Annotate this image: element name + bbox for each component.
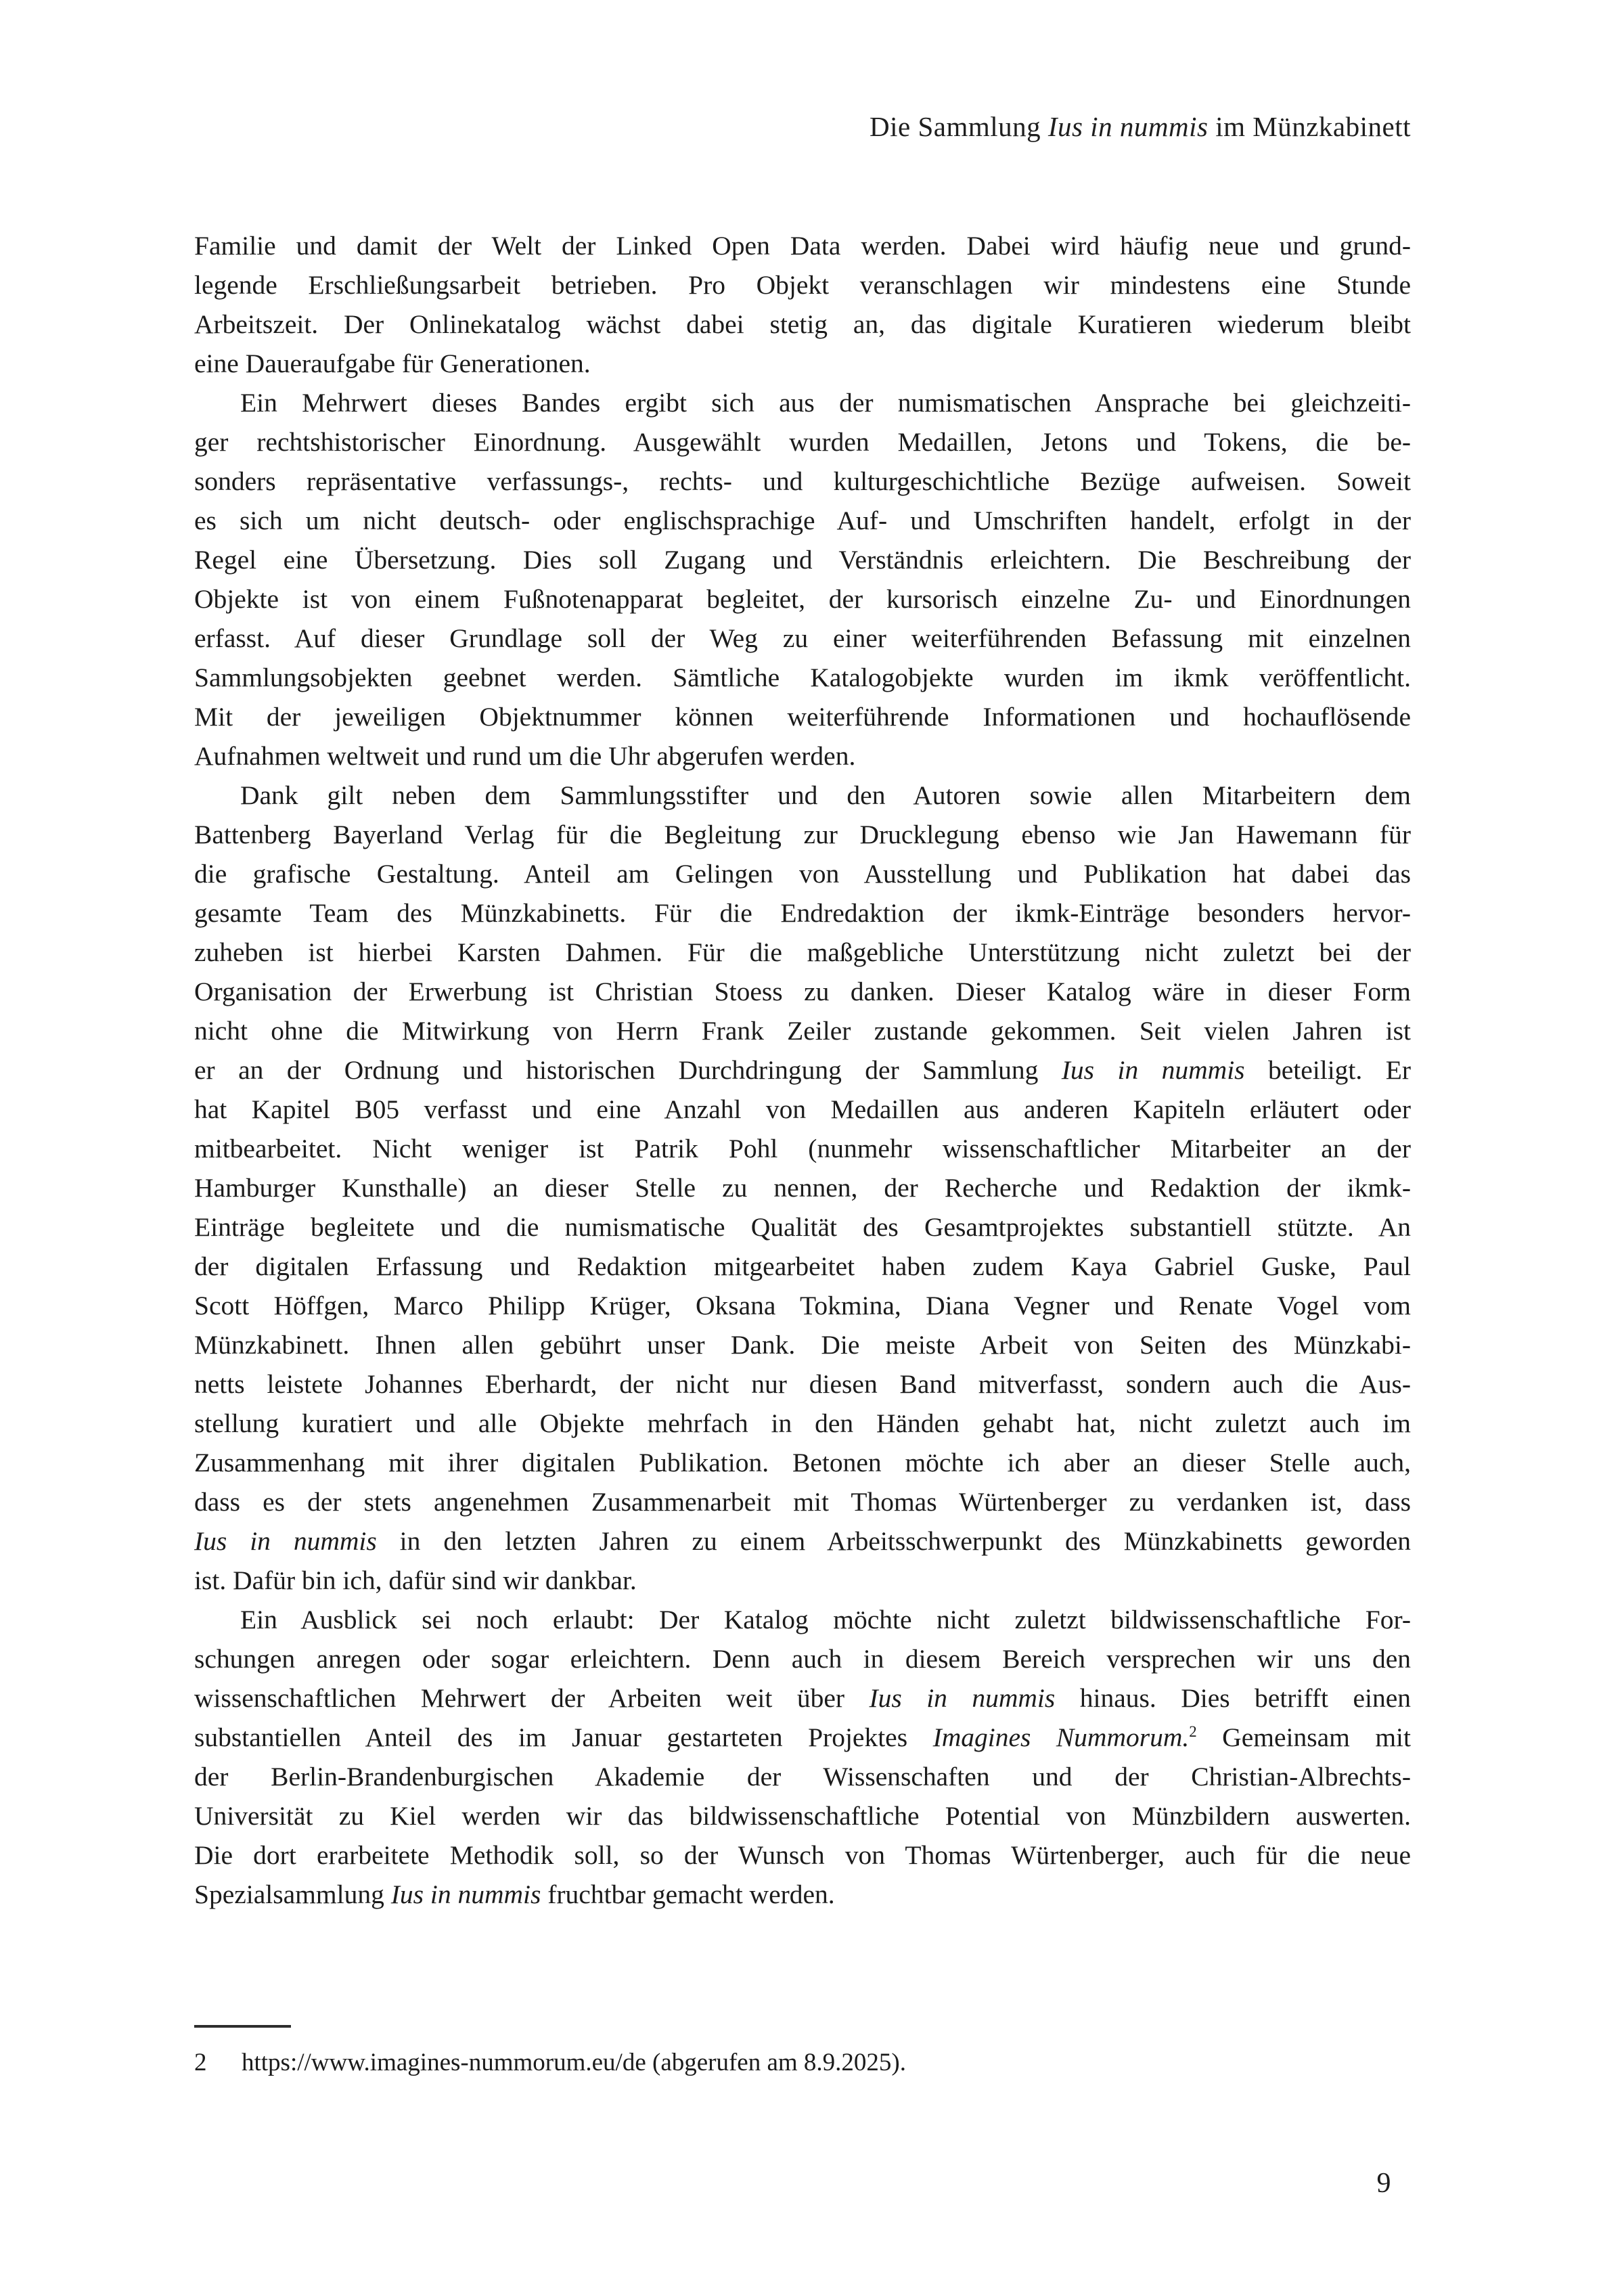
text-run: hat Kapitel B05 verfasst und eine Anzahl von Medaillen aus anderen Kapiteln erläutert oder xyxy=(194,1094,1411,1124)
body-line xyxy=(194,1050,1411,1090)
text-run: ger rechtshistorischer Einordnung. Ausgewählt wurden Medaillen, Jetons und Tokens, die be- xyxy=(194,427,1411,457)
text-run: wissenschaftlichen Mehrwert der Arbeiten weit über xyxy=(194,1683,870,1713)
text-run: zuheben ist hierbei Karsten Dahmen. Für die maßgebliche Unterstützung nicht zuletzt bei der xyxy=(194,937,1411,967)
text-run: Sammlungsobjekten geebnet werden. Sämtliche Katalogobjekte wurden im ikmk veröffentlicht. xyxy=(194,663,1411,692)
text-run: Die dort erarbeitete Methodik soll, so der Wunsch von Thomas Würtenberger, auch für die neue xyxy=(194,1840,1411,1870)
text-run: die grafische Gestaltung. Anteil am Gelingen von Ausstellung und Publikation hat dabei das xyxy=(194,859,1411,889)
body-line xyxy=(194,1600,1411,1639)
text-run: Scott Höffgen, Marco Philipp Krüger, Oksana Tokmina, Diana Vegner und Renate Vogel vom xyxy=(194,1291,1411,1320)
article-body xyxy=(194,226,1411,1914)
body-line xyxy=(194,619,1411,658)
body-line xyxy=(194,854,1411,893)
body-line xyxy=(194,501,1411,540)
body-line xyxy=(194,1090,1411,1129)
body-line xyxy=(194,1443,1411,1482)
text-run: Universität zu Kiel werden wir das bildwissenschaftliche Potential von Münzbildern auswerten. xyxy=(194,1801,1411,1831)
text-run: stellung kuratiert und alle Objekte mehrfach in den Händen gehabt hat, nicht zuletzt auch im xyxy=(194,1408,1411,1438)
text-run: Spezialsammlung xyxy=(194,1879,391,1909)
text-run: Organisation der Erwerbung ist Christian Stoess zu danken. Dieser Katalog wäre in dieser Form xyxy=(194,977,1411,1006)
body-line xyxy=(194,344,1411,383)
text-run: dass es der stets angenehmen Zusammenarbeit mit Thomas Würtenberger zu verdanken ist, dass xyxy=(194,1487,1411,1517)
body-line xyxy=(194,1011,1411,1050)
text-run: Zusammenhang mit ihrer digitalen Publikation. Betonen möchte ich aber an dieser Stelle auch, xyxy=(194,1448,1411,1477)
text-run: schungen anregen oder sogar erleichtern. Denn auch in diesem Bereich versprechen wir uns den xyxy=(194,1644,1411,1674)
body-line xyxy=(194,1875,1411,1914)
text-run: fruchtbar gemacht werden. xyxy=(541,1879,835,1909)
text-run: substantiellen Anteil des im Januar gestarteten Projektes xyxy=(194,1722,933,1752)
body-line xyxy=(194,736,1411,776)
italic-text-run: Ius in nummis xyxy=(869,1683,1056,1713)
body-line xyxy=(194,1207,1411,1247)
text-run: der digitalen Erfassung und Redaktion mitgearbeitet haben zudem Kaya Gabriel Guske, Paul xyxy=(194,1251,1411,1281)
text-run: mitbearbeitet. Nicht weniger ist Patrik Pohl (nunmehr wissenschaftlicher Mitarbeiter an der xyxy=(194,1134,1411,1163)
text-run: Dank gilt neben dem Sammlungsstifter und den Autoren sowie allen Mitarbeitern dem xyxy=(240,780,1411,810)
body-line xyxy=(194,1639,1411,1678)
body-line xyxy=(194,1325,1411,1364)
text-run: legende Erschließungsarbeit betrieben. Pro Objekt veranschlagen wir mindestens eine Stunde xyxy=(194,270,1411,300)
body-line xyxy=(194,1796,1411,1835)
page-number: 9 xyxy=(1376,2168,1391,2199)
italic-text-run: Ius in nummis xyxy=(1061,1055,1245,1085)
text-run: in den letzten Jahren zu einem Arbeitsschwerpunkt des Münzkabinetts geworden xyxy=(376,1526,1411,1556)
body-line xyxy=(194,1757,1411,1796)
text-run: Gemeinsam mit xyxy=(1196,1722,1411,1752)
text-run: Familie und damit der Welt der Linked Open Data werden. Dabei wird häufig neue und grund- xyxy=(194,231,1411,261)
body-line xyxy=(194,972,1411,1011)
text-run: Objekte ist von einem Fußnotenapparat begleitet, der kursorisch einzelne Zu- und Einordnungen xyxy=(194,584,1411,614)
footnote-separator-rule xyxy=(194,2025,291,2028)
footnote-ref: 2 xyxy=(1189,1722,1197,1740)
running-header xyxy=(194,107,1411,146)
body-line xyxy=(194,1247,1411,1286)
footnote xyxy=(194,2045,1411,2080)
text-run: nicht ohne die Mitwirkung von Herrn Frank Zeiler zustande gekommen. Seit vielen Jahren ist xyxy=(194,1016,1411,1046)
text-run: Regel eine Übersetzung. Dies soll Zugang und Verständnis erleichtern. Die Beschreibung der xyxy=(194,545,1411,575)
text-run: Einträge begleitete und die numismatische Qualität des Gesamtprojektes substantiell stützte. An xyxy=(194,1212,1411,1242)
text-run: ist. Dafür bin ich, dafür sind wir dankbar. xyxy=(194,1565,637,1595)
body-line xyxy=(194,1561,1411,1600)
italic-text-run: Ius in nummis xyxy=(390,1879,541,1909)
body-line xyxy=(194,1364,1411,1404)
body-line xyxy=(194,658,1411,697)
text-run: beteiligt. Er xyxy=(1244,1055,1411,1085)
italic-text-run: Ius in nummis xyxy=(194,1526,377,1556)
text-run: Aufnahmen weltweit und rund um die Uhr abgerufen werden. xyxy=(194,741,856,771)
text-run: eine Daueraufgabe für Generationen. xyxy=(194,349,591,378)
body-line xyxy=(194,776,1411,815)
text-run: Ein Ausblick sei noch erlaubt: Der Katalog möchte nicht zuletzt bildwissenschaftliche For- xyxy=(240,1605,1411,1634)
body-line xyxy=(194,815,1411,854)
footnote-text: https://www.imagines-nummorum.eu/de (abgerufen am 8.9.2025). xyxy=(242,2049,906,2076)
body-line xyxy=(194,933,1411,972)
text-run: der Berlin-Brandenburgischen Akademie der Wissenschaften und der Christian-Albrechts- xyxy=(194,1762,1411,1791)
running-header-collection-title: Ius in nummis xyxy=(1047,111,1209,142)
body-line xyxy=(194,1168,1411,1207)
text-run: Arbeitszeit. Der Onlinekatalog wächst dabei stetig an, das digitale Kuratieren wiederum bleibt xyxy=(194,309,1411,339)
body-line xyxy=(194,1129,1411,1168)
body-line xyxy=(194,462,1411,501)
text-run: netts leistete Johannes Eberhardt, der nicht nur diesen Band mitverfasst, sondern auch die Aus- xyxy=(194,1369,1411,1399)
body-line xyxy=(194,1482,1411,1521)
body-line xyxy=(194,1521,1411,1561)
body-line xyxy=(194,305,1411,344)
footnote-number: 2 xyxy=(194,2049,207,2076)
text-run: hinaus. Dies betrifft einen xyxy=(1055,1683,1411,1713)
body-line xyxy=(194,1404,1411,1443)
body-line xyxy=(194,1678,1411,1718)
text-run: er an der Ordnung und historischen Durchdringung der Sammlung xyxy=(194,1055,1062,1085)
body-line xyxy=(194,1718,1411,1757)
text-run: Hamburger Kunsthalle) an dieser Stelle zu nennen, der Recherche und Redaktion der ikmk- xyxy=(194,1173,1411,1203)
body-line xyxy=(194,226,1411,265)
running-header-suffix: im Münzkabinett xyxy=(1208,111,1411,142)
text-run: Mit der jeweiligen Objektnummer können weiterführende Informationen und hochauflösende xyxy=(194,702,1411,732)
body-line xyxy=(194,383,1411,422)
body-line xyxy=(194,422,1411,462)
running-header-prefix: Die Sammlung xyxy=(870,111,1048,142)
body-line xyxy=(194,540,1411,579)
text-run: erfasst. Auf dieser Grundlage soll der Weg zu einer weiterführenden Befassung mit einzelnen xyxy=(194,623,1411,653)
text-run: sonders repräsentative verfassungs-, rechts- und kulturgeschichtliche Bezüge aufweisen. Soweit xyxy=(194,466,1411,496)
text-run: Battenberg Bayerland Verlag für die Begleitung zur Drucklegung ebenso wie Jan Hawemann für xyxy=(194,820,1411,849)
italic-text-run: Imagines Nummorum. xyxy=(932,1722,1190,1752)
text-run: gesamte Team des Münzkabinetts. Für die Endredaktion der ikmk-Einträge besonders hervor- xyxy=(194,898,1411,928)
body-line xyxy=(194,579,1411,619)
text-run: Münzkabinett. Ihnen allen gebührt unser Dank. Die meiste Arbeit von Seiten des Münzkabi- xyxy=(194,1330,1411,1360)
body-line xyxy=(194,265,1411,305)
body-line xyxy=(194,893,1411,933)
text-run: es sich um nicht deutsch- oder englischsprachige Auf- und Umschriften handelt, erfolgt in der xyxy=(194,506,1411,535)
body-line xyxy=(194,1286,1411,1325)
text-run: Ein Mehrwert dieses Bandes ergibt sich aus der numismatischen Ansprache bei gleichzeiti- xyxy=(240,388,1411,418)
body-line xyxy=(194,697,1411,736)
body-line xyxy=(194,1835,1411,1875)
